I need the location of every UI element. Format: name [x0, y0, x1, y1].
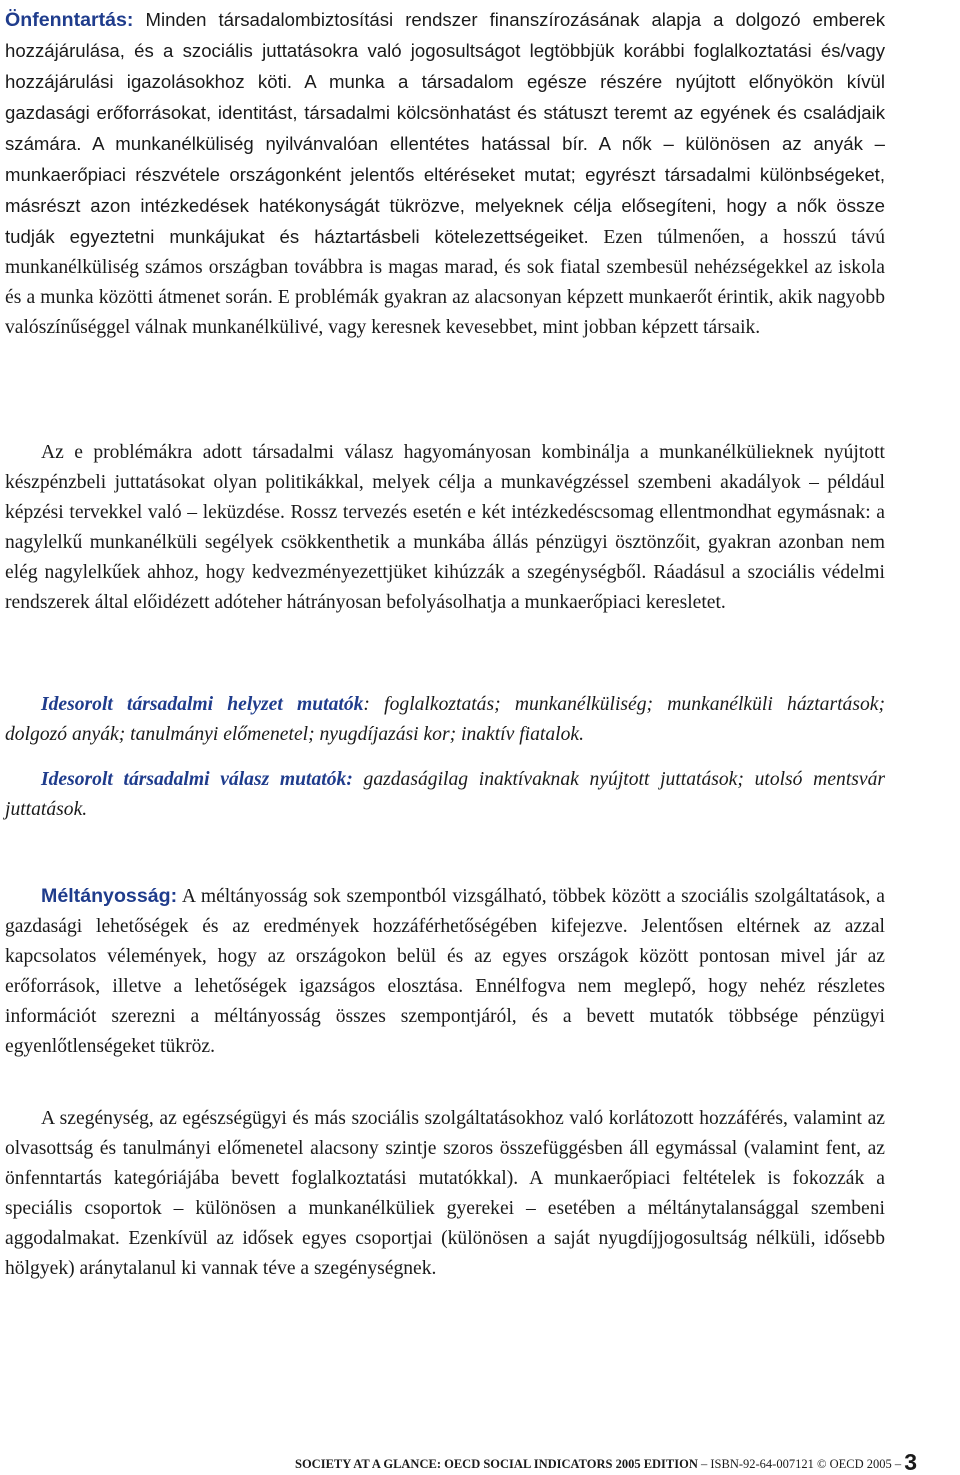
- paragraph-text: A méltányosság sok szempontból vizsgálható, többek között a szociális szolgáltatások, a gazdasági lehetőségek és az eredmények hozzáférhetőségében kifejezve. Jelentősen eltérnek az azzal kapcsolatos vélemények, hogy az országokon belül és az egyes országok között pontosan mivel jár az erőforrások, illetve a lehetőségek igazságos elosztása. Ennélfogva nem meglepő, hogy nehéz részletes információt szerezni a méltányosság összes szempontjáról, és a bevett mutatók többsége pénzügyi egyenlőtlenségeket tükröz.: [5, 886, 885, 1057]
- status-indicators-text: : foglalkoztatás; munkanélküliség; munkanélküli háztartások; dolgozó anyák; tanulmányi előmenetel; nyugdíjazási kor; inaktív fiatalok.: [5, 694, 885, 745]
- paragraph-text: A nők – különösen az anyák – munkaerőpiaci részvétele országonként jelentős eltéréseket mutat; egyrészt társadalmi különbségeket, másrészt azon intézkedések hatékonyságát tükrözve, melyeknek célja elősegíteni, hogy a nők össze tudják egyeztetni munkájukat és háztartásbeli kötelezettségeiket.: [5, 133, 886, 247]
- status-indicators-label: Idesorolt társadalmi helyzet mutatók: [41, 694, 364, 715]
- status-indicators-line: [5, 690, 885, 750]
- self-sufficiency-paragraph-2: Az e problémákra adott társadalmi válasz hagyományosan kombinálja a munkanélkülieknek nyújtott készpénzbeli juttatásokat olyan politikákkal, melyek célja a munkavégzéssel szembeni akadályok – például képzési tervekkel való – leküzdése. Rossz tervezés esetén e két intézkedéscsomag ellentmondhat egymásnak: a nagylelkű munkanélküli segélyek csökkenthetik a munkába állás pénzügyi ösztönzőit, gyakran azonban nem elég nagylelkűek ahhoz, hogy kedvezményezettjüket kihúzzák a szegénységből. Ráadásul a szociális védelmi rendszerek által előidézett adóteher hátrányosan befolyásolhatja a munkaerőpiaci keresletet.: [5, 442, 885, 613]
- paragraph-text: Minden társadalombiztosítási rendszer finanszírozásának alapja a dolgozó emberek hozzájárulása, és a szociális juttatásokra való jogosultságot legtöbbjük korábbi foglalkoztatási és/vagy hozzájárulási igazolásokhoz köti. A munka a társadalom egésze részére nyújtott előnyökön kívül gazdasági erőforrásokat, identitást, társadalmi kölcsönhatást és státuszt teremt az egyének és családjaik számára. A munkanélküliség nyilvánvalóan ellentétes hatással bír.: [5, 9, 885, 154]
- section-heading-equity: Méltányosság:: [41, 885, 178, 907]
- response-indicators-line: [5, 765, 885, 825]
- footer-title: SOCIETY AT A GLANCE: OECD SOCIAL INDICATORS 2005 EDITION: [295, 1457, 698, 1471]
- response-indicators-label: Idesorolt társadalmi válasz mutatók:: [41, 769, 353, 790]
- page-number: 3: [904, 1449, 918, 1475]
- footer-dash: –: [697, 1457, 711, 1471]
- self-sufficiency-paragraph-1: [5, 5, 885, 343]
- footer-isbn: ISBN-92-64-007121 © OECD 2005 –: [710, 1457, 905, 1471]
- equity-paragraph-2: A szegénység, az egészségügyi és más szociális szolgáltatásokhoz való korlátozott hozzáférés, valamint az olvasottság és tanulmányi előmenetel alacsony szintje szoros összefüggésben áll egymással (valamint fent, az önfenntartás kategóriájába bevett foglalkoztatási mutatókkal). A munkaerőpiaci feltételek is fokozzák a speciális csoportok – különösen a munkanélküliek gyerekei – esetében a méltánytalansággal szembeni aggodalmakat. Ezenkívül az idősek egyes csoportjai (különösen a saját nyugdíjjogosultság nélküli, idősebb hölgyek) aránytalanul ki vannak téve a szegénységnek.: [5, 1108, 885, 1279]
- paragraph-text: Ezen túlmenően, a hosszú távú munkanélküliség számos országban továbbra is magas marad, és sok fiatal szembesül nehézségekkel az iskola és a munka közötti átmenet során. E problémák gyakran az alacsonyan képzett munkaerőt érintik, akik nagyobb valószínűséggel válnak munkanélkülivé, vagy keresnek kevesebbet, mint jobban képzett társaik.: [5, 227, 885, 338]
- page-footer: [295, 1450, 960, 1474]
- equity-paragraph-1: [5, 881, 885, 1062]
- response-indicators-text: gazdaságilag inaktívaknak nyújtott juttatások; utolsó mentsvár juttatások.: [5, 769, 885, 820]
- section-heading-self-sufficiency: Önfenntartás:: [5, 9, 134, 31]
